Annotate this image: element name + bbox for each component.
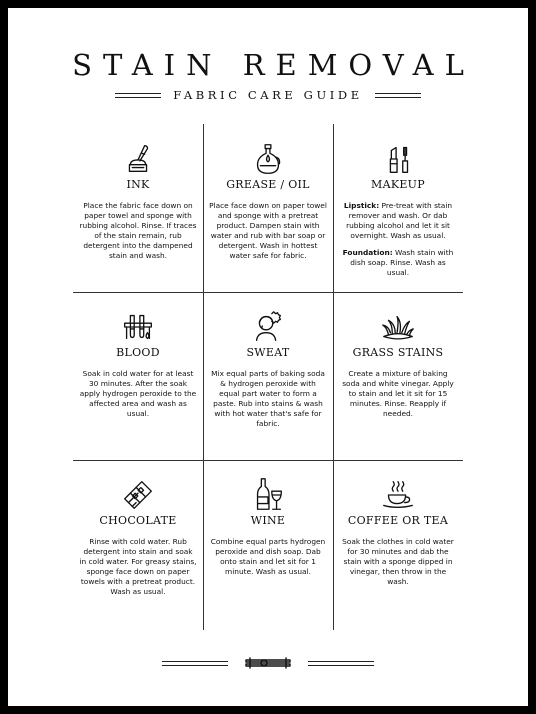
stain-instructions [339,201,457,285]
stain-card-makeup [333,124,463,292]
stain-instructions [79,537,197,604]
stain-heading: WINE [250,514,286,527]
instruction-text: Combine equal parts hydrogen peroxide and dish soap. Dab onto stain and let sit for 1 minute. Wash as usual. [210,537,326,576]
instruction-text: Create a mixture of baking soda and white vinegar. Apply to stain and let it sit for 15 minutes. Rinse. Reapply if needed. [342,369,454,418]
stain-heading: COFFEE OR TEA [347,514,449,527]
stain-heading: CHOCOLATE [99,514,177,527]
footer-ornament [8,655,528,671]
stain-heading: GRASS STAINS [352,346,444,359]
clothespin-icon [244,655,292,671]
stain-card-sweat [203,292,333,460]
lipstick-mascara-icon [379,140,417,178]
footer-rule-left [162,661,228,666]
foundation-instruction [339,248,457,278]
stain-heading: GREASE / OIL [226,178,310,191]
test-tubes-icon [119,308,157,346]
instruction-text: Rinse with cold water. Rub detergent into stain and soak in cold water. For greasy stains, sponge face down on paper towels with a pretreat product. Wash as usual. [79,537,197,596]
stain-instructions [209,537,327,584]
grass-icon [379,308,417,346]
stain-grid [73,124,463,630]
stain-card-blood [73,292,203,460]
wine-bottle-glass-icon [249,476,287,514]
instruction-text: Soak in cold water for at least 30 minutes. After the soak apply hydrogen peroxide to the affected area and wash as usual. [79,369,197,418]
stain-instructions [339,369,457,426]
lipstick-instruction [339,201,457,241]
lipstick-text: Pre-treat with stain remover and wash. Or dab rubbing alcohol and let it sit overnight. Wash as usual. [346,201,453,240]
poster-subtitle: FABRIC CARE GUIDE [173,88,363,102]
stain-heading: BLOOD [116,346,160,359]
sweating-person-icon [249,308,287,346]
instruction-text: Place face down on paper towel and sponge with a pretreat product. Dampen stain with water and rub with bar soap or detergent. Wash in hottest water safe for fabric. [209,201,327,260]
instruction-text: Mix equal parts of baking soda & hydrogen peroxide with equal part water to form a paste. Rub into stains & wash with hot water that's safe for fabric. [211,369,325,428]
stain-card-chocolate [73,460,203,628]
stain-instructions [79,201,197,268]
stain-card-ink [73,124,203,292]
subtitle-rule-right [375,93,421,98]
stain-instructions [339,537,457,594]
oil-bottle-icon [249,140,287,178]
stain-card-coffee-tea [333,460,463,628]
stain-card-grease-oil [203,124,333,292]
stain-instructions [209,369,327,436]
stain-card-wine [203,460,333,628]
foundation-text: Wash stain with dish soap. Rinse. Wash as usual. [350,248,454,277]
footer-rule-right [308,661,374,666]
instruction-text: Place the fabric face down on paper towel and sponge with rubbing alcohol. Rinse. If traces of the stain remain, rub detergent into the dampened stain and wash. [79,201,197,260]
stain-heading: INK [126,178,150,191]
stain-instructions [79,369,197,426]
ink-pen-icon [119,140,157,178]
coffee-cup-icon [379,476,417,514]
poster-title: STAIN REMOVAL [72,48,475,82]
stain-removal-poster [8,8,528,706]
lipstick-label: Lipstick: [343,201,380,210]
subtitle-row [8,88,528,102]
chocolate-bar-icon [119,476,157,514]
instruction-text: Soak the clothes in cold water for 30 minutes and dab the stain with a sponge dipped in vinegar, then throw in the wash. [342,537,454,586]
stain-heading: MAKEUP [371,178,425,191]
stain-instructions [209,201,327,268]
foundation-label: Foundation: [342,248,393,257]
subtitle-rule-left [115,93,161,98]
stain-card-grass [333,292,463,460]
stain-heading: SWEAT [246,346,290,359]
